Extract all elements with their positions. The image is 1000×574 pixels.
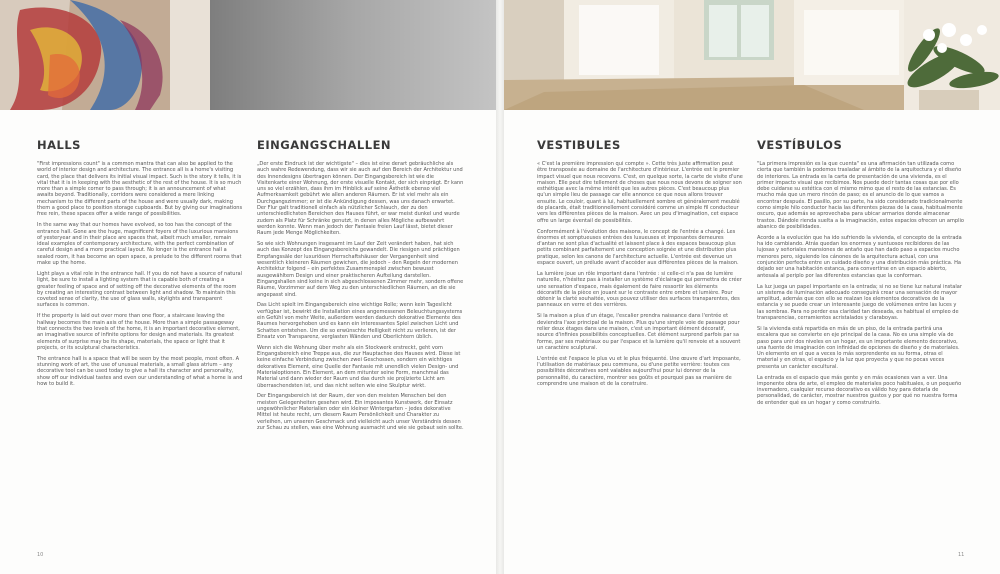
- artwork-illustration: [0, 0, 210, 110]
- paragraph: La entrada es el espacio que más gente y en más ocasiones van a ver. Una imponente obra de arte, el empleo de materiales poco habituales, o un pequeño invernadero, cualquier recurso decorativo es válido hoy para dotarla de personalidad, de carácter, mostrar nuestros gustos y por qué no nuestra forma de entender qué es un hogar y como construirlo.: [757, 374, 962, 406]
- entrance-hall-photo: [504, 0, 1000, 110]
- paragraph: So wie sich Wohnungen insgesamt im Lauf der Zeit verändert haben, hat sich auch das Konzept des Eingangsbereichs gewandelt. Die riesigen und prächtigen Empfangssäle der luxuriösen Herrschaftshäuser der Vergangenheit sind wesentlich kleineren Räumen gewichen, die jedoch – den Regeln der modernen Architektur folgend – ein perfektes Zusammenspiel zwischen bewusst ausgewähltem Design und einer praktischeren Aufteilung darstellen. Eingangshallen sind keine in sich abgeschlossenen Zimmer mehr, sondern offene Räume, Vorzimmer auf dem Weg zu den unterschiedlichen Räumen, an die sie angepasst sind.: [257, 241, 464, 298]
- paragraph: Si la vivienda está repartida en más de un piso, de la entrada partirá una escalera que se convierte en eje principal de la casa. No es una simple vía de paso para unir dos niveles en un hogar, es un importante elemento decorativo, una fuente de imaginación con infinidad de opciones de diseño y de materiales. Un elemento en el que a veces lo más sorprendente es su forma, otras el material y en otras, el espacio y la luz que proyecta y que no pocas veces presenta un carácter escultural.: [757, 325, 960, 370]
- heading-halls: HALLS: [37, 138, 81, 152]
- book-gutter: [496, 0, 504, 574]
- paragraph: The entrance hall is a space that will be seen by the most people, most often. A stunning work of art, the use of unusual materials, a small glass atrium – any decorative tool can be used today to give a hall its character and personality, show off our individual tastes and even our understanding of what a home is and how to build it.: [37, 355, 243, 387]
- artwork-photo: [0, 0, 210, 110]
- page-number-right: 11: [958, 552, 965, 558]
- entrance-hall-illustration: [504, 0, 1000, 110]
- paragraph: Conformément à l'évolution des maisons, le concept de l'entrée a changé. Les énormes et somptueuses entrées des luxueuses et imposantes demeures d'antan ne sont plus d'actualité et laissent place à des espaces beaucoup plus petits combinant parfaitement une conception soignée et une distribution plus pratique, selon les canons de l'architecture actuelle. L'entrée est devenue un espace ouvert, un prélude avant d'accéder aux différentes pièces de la maison.: [537, 228, 739, 267]
- paragraph: L'entrée est l'espace le plus vu et le plus fréquenté. Une œuvre d'art imposante, l'utilisation de matériaux peu communs, ou d'une petite verrière: toutes ces possibilités décoratives sont valables aujourd'hui pour lui donner de la personnalité, du caractère, montrer ses goûts et pourquoi pas sa manière de comprendre une maison et de la construire.: [537, 355, 741, 387]
- heading-vestibulos: VESTÍBULOS: [757, 138, 843, 152]
- paragraph: La lumière joue un rôle important dans l'entrée : si celle-ci n'a pas de lumière naturelle, n'hésitez pas à installer un système d'éclairage qui permettra de créer une sensation d'espace, mais également de faire ressortir les éléments décoratifs de la pièce en jouant sur le contraste entre ombre et lumière. Pour obtenir la clarté souhaitée, vous pouvez utiliser des surfaces transparentes, des panneaux en verre et des verrières.: [537, 270, 742, 309]
- paragraph: If the property is laid out over more than one floor, a staircase leaving the hallway becomes the main axis of the house. More than a simple passageway that connects the two levels of the home, it is an important decorative element, an imaginative source of infinite options for design and materials. Its greatest elements of surprise may be its shape, materials, the space or light that it projects, or its sculptural characteristics.: [37, 313, 240, 351]
- left-page: [0, 0, 496, 574]
- paragraph: Si la maison a plus d'un étage, l'escalier prendra naissance dans l'entrée et deviendra l'axe principal de la maison. Plus qu'une simple voie de passage pour relier deux étages dans une maison, c'est un important élément décoratif, source d'infinies possibilités conceptuelles. Cet élément surprend parfois par sa forme, par ses matériaux ou par l'espace et la lumière qu'il renvoie et a souvent un caractère sculptural.: [537, 313, 741, 351]
- column-spanish: [757, 161, 965, 411]
- page-number-left: 10: [37, 552, 44, 558]
- column-french: [537, 161, 743, 392]
- paragraph: Der Eingangsbereich ist der Raum, der von den meisten Menschen bei den meisten Gelegenheiten gesehen wird. Ein imposantes Kunstwerk, der Einsatz ungewöhnlicher Materialien oder ein kleiner Wintergarten – jedes dekorative Mittel ist heute recht, um diesem Raum Persönlichkeit und Charakter zu verleihen, um unseren Geschmack und vielleicht auch unser Verständnis dessen zur Schau zu stellen, was eine Wohnung ausmacht und wie sie gebaut sein sollte.: [257, 393, 464, 431]
- column-english: [37, 161, 243, 392]
- paragraph: Light plays a vital role in the entrance hall. If you do not have a source of natural light, be sure to install a lighting system that is capable both of creating a greater feeling of space and of setting off the decorative elements of the room by creating an interesting contrast between light and shadow. To maintain this coveted sense of clarity, the use of glass walls, skylights and transparent surfaces is common.: [37, 270, 243, 309]
- right-page: [504, 0, 1000, 574]
- paragraph: "La primera impresión es la que cuenta" es una afirmación tan utilizada como cierta que también la podemos trasladar al ámbito de la arquitectura y el diseño de interiores. La entrada es la carta de presentación de una vivienda, es el primer impacto visual que recibimos. Nos puede decir tantas cosas que por ello debe cuidarse su estética con el mismo mimo que el resto de las estancias. Es mucho más que un mero rincón de paso; es el anuncio de lo que vamos a encontrar después. El pasillo, por su parte, ha sido considerado tradicionalmente como simple hilo conductor hacia las diferentes piezas de la casa, habitualmente oscuro, que además se aprovechaba para ubicar armarios donde almacenar trastos. Dándole rienda suelta a la imaginación, estos espacios ofrecen un amplio abanico de posibilidades.: [757, 161, 965, 230]
- photo-strip: [210, 0, 496, 110]
- paragraph: „Der erste Eindruck ist der wichtigste" – dies ist eine derart gebräuchliche als auch wahre Redewendung, dass wir sie auch auf den Bereich der Architektur und des Innendesigns übertragen können. Der Eingangsbereich ist wie die Visitenkarte einer Wohnung, der erste visuelle Kontakt, der sich einprägt. Er kann uns so viel erzählen, dass ihm im Hinblick auf seine Ästhetik ebenso viel Aufmerksamkeit gebührt wie allen anderen Räumen. Er ist viel mehr als ein Durchgangszimmer; er ist die Ankündigung dessen, was uns danach erwartet. Der Flur galt traditionell einfach als nützlicher Schlauch, der zu den unterschiedlichsten Bereichen des Hauses führt, er war meist dunkel und wurde zudem als Platz für Schränke genutzt, in denen alles Mögliche aufbewahrt werden konnte. Wenn man jedoch der Fantasie freien Lauf lässt, bietet dieser Raum jede Menge Möglichkeiten.: [257, 161, 464, 237]
- paragraph: « C'est la première impression qui compte ». Cette très juste affirmation peut être transposée au domaine de l'architecture d'intérieur. L'entrée est le premier impact visuel que nous recevons. C'est, en quelque sorte, la carte de visite d'une maison. Elle peut dire tellement de choses que nous nous devons de soigner son esthétique avec la même intérêt que les autres pièces. C'est beaucoup plus qu'un simple lieu de passage car elle annonce ce que nous allons trouver ensuite. Le couloir, quant à lui, habituellement sombre et généralement meublé de placards, était traditionnellement considéré comme un simple fil conducteur vers les différentes pièces de la maison. Avec un peu d'imagination, cet espace offre un large éventail de possibilités.: [537, 161, 743, 224]
- paragraph: La luz juega un papel importante en la entrada; si no se tiene luz natural instalar un sistema de iluminación adecuado conseguirá crear una sensación de mayor amplitud, además que con ello se realzan los elementos decorativos de la estancia y se puede crear un interesante juego de volúmenes entre las luces y las sombras. Para no perder esa claridad tan deseada, es habitual el empleo de transparencias, cerramientos acristalados y claraboyas.: [757, 283, 962, 322]
- paragraph: Das Licht spielt im Eingangsbereich eine wichtige Rolle; wenn kein Tageslicht verfügbar ist, bewirkt die Installation eines angemessenen Beleuchtungssystems ein Gefühl von mehr Weite, außerdem werden dadurch dekorative Elemente des Raumes hervorgehoben und es kann ein interessantes Spiel zwischen Licht und Schatten entstehen. Um die so erwünschte Helligkeit nicht zu verlieren, ist der Einsatz von Transparenz, verglasten Wänden und Oberlichtern üblich.: [257, 302, 463, 340]
- heading-eingangschallen: EINGANGSCHALLEN: [257, 138, 392, 152]
- paragraph: Acorde a la evolución que ha ido sufriendo la vivienda, el concepto de la entrada ha ido cambiando. Atrás quedan los enormes y suntuosos recibidores de las lujosas y señoriales mansiones de antaño que han dado paso a espacios mucho menores pero, siguiendo los cánones de la arquitectura actual, con una conjunción perfecta entre un cuidado diseño y una distribución más práctica. Ha dejado ser una habitación estanca, para convertirse en un espacio abierto, antesala al periplo por las diferentes estancias que la conforman.: [757, 234, 962, 279]
- column-german: [257, 161, 464, 436]
- paragraph: In the same way that our homes have evolved, so too has the concept of the entrance hall. Gone are the huge, magnificent foyers of the luxurious mansions of yesteryear and in their place are spaces that, albeit much smaller, remain ideal examples of contemporary architecture, with the perfect combination of careful design and a more practical layout. No longer is the entrance hall a sealed room, it has become an open space, a prelude to the different rooms that make up the home.: [37, 222, 242, 267]
- paragraph: "First impressions count" is a common mantra that can also be applied to the world of interior design and architecture. The entrance all is a home's visiting card, the place that delivers its initial visual impact. Such is the story it tells, it is vital that it is in keeping with the aesthetic of the rest of the house. It is so much more than a simple corner to pass through; it is an announcement of what awaits beyond. Traditionally, corridors were considered a mere linking mechanism to the different parts of the house and were usually dark, making them a good place to position storage cupboards. But by giving our imaginations free rein, these spaces offer a wide range of possibilities.: [37, 161, 243, 218]
- heading-vestibules: VESTIBULES: [537, 138, 621, 152]
- paragraph: Wenn sich die Wohnung über mehr als ein Stockwerk erstreckt, geht vom Eingangsbereich eine Treppe aus, die zur Hauptachse des Hauses wird. Diese ist keine einfache Verbindung zwischen zwei Geschossen, sondern ein wichtiges dekoratives Element, eine Quelle der Fantasie mit unendlich vielen Design- und Materialoptionen. Ein Element, an dem mitunter seine Form, manchmal das Material und dann wieder der Raum und das durch sie projizierte Licht am überraschendsten ist, und das nicht selten wie eine Skulptur wirkt.: [257, 344, 461, 389]
